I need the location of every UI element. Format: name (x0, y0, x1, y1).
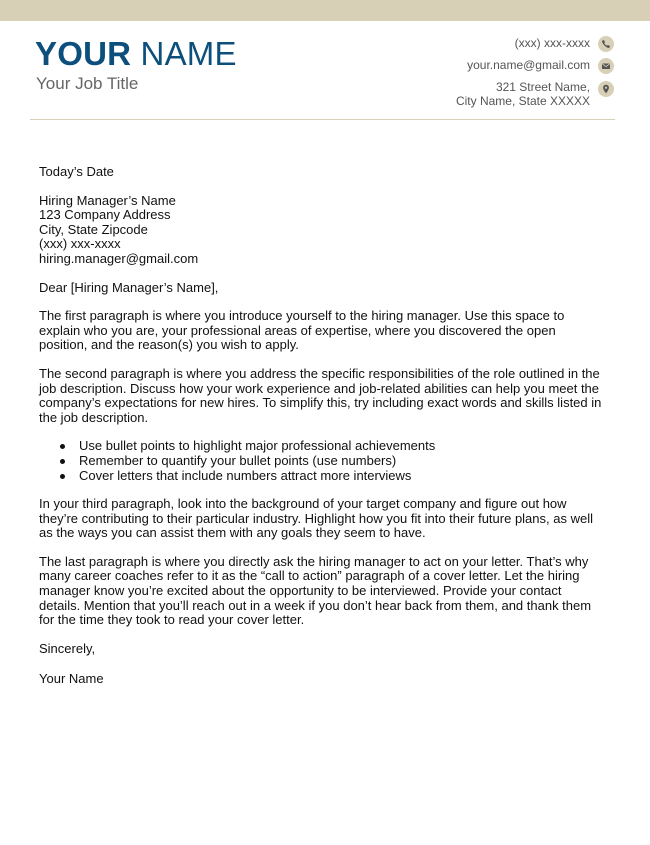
phone-icon (598, 36, 614, 52)
bullet-item (39, 439, 604, 454)
recipient-city: City, State Zipcode (39, 221, 148, 237)
bullet-item (39, 454, 604, 469)
bullet-text: Cover letters that include numbers attract more interviews (79, 467, 412, 483)
name-last: NAME (140, 35, 237, 72)
header-divider (30, 119, 615, 120)
closing: Sincerely, (39, 640, 96, 656)
applicant-name (35, 36, 237, 72)
paragraph-3: In your third paragraph, look into the background of your target company and figure out how they’re contributing to their particular industry. Highlight how you fit into their future plans, as well as the ways you can assist them with any goals they seem to have. (39, 496, 593, 541)
address-line-2: City Name, State XXXXX (455, 94, 590, 108)
salutation: Dear [Hiring Manager’s Name], (39, 279, 219, 295)
contact-address (314, 80, 614, 108)
contact-address-text (456, 80, 590, 108)
contact-email-text: your.name@gmail.com (467, 58, 590, 72)
bullet-text: Remember to quantify your bullet points (use numbers) (79, 452, 397, 468)
bullet-dot-icon (60, 474, 65, 479)
paragraph-4: The last paragraph is where you directly ask the hiring manager to act on your letter. That’s why many career coaches refer to it as the “call to action” paragraph of a cover letter. Let the hiring manager know you’re excited about the opportunity to be interviewed. Provide your contact details. Mention that you’ll reach out in a week if you don’t hear back from them, and thank them for the time they took to read your cover letter. (39, 553, 592, 628)
bullet-dot-icon (60, 444, 65, 449)
location-icon (598, 81, 614, 97)
paragraph-2: The second paragraph is where you address the specific responsibilities of the role outlined in the job description. Discuss how your work experience and job-related abilities can help you meet the company’s expectations for new hires. To simplify this, try including exact words and skills listed in the job description. (39, 365, 602, 425)
contact-phone (314, 36, 614, 52)
letter-date: Today’s Date (39, 164, 114, 179)
recipient-address: 123 Company Address (39, 207, 171, 223)
name-first: YOUR (35, 35, 132, 72)
recipient-block (39, 194, 604, 267)
bullet-item (39, 469, 604, 484)
email-icon (598, 58, 614, 74)
contact-email (314, 58, 614, 74)
recipient-name: Hiring Manager’s Name (39, 192, 176, 208)
signature: Your Name (39, 671, 104, 687)
bullet-text: Use bullet points to highlight major professional achievements (79, 438, 436, 454)
achievement-bullets (39, 439, 604, 483)
recipient-email: hiring.manager@gmail.com (39, 250, 199, 266)
job-title: Your Job Title (36, 74, 139, 93)
paragraph-1: The first paragraph is where you introduce yourself to the hiring manager. Use this space to explain who you are, your professional areas of expertise, where you discovered the open position, and the reason(s) you wish to apply. (39, 308, 565, 353)
bullet-dot-icon (60, 459, 65, 464)
letter-body (39, 165, 604, 687)
address-line-1: 321 Street Name, (495, 80, 590, 94)
top-accent-band (0, 0, 650, 21)
contact-phone-text: (xxx) xxx-xxxx (514, 36, 590, 50)
recipient-phone: (xxx) xxx-xxxx (39, 236, 121, 252)
